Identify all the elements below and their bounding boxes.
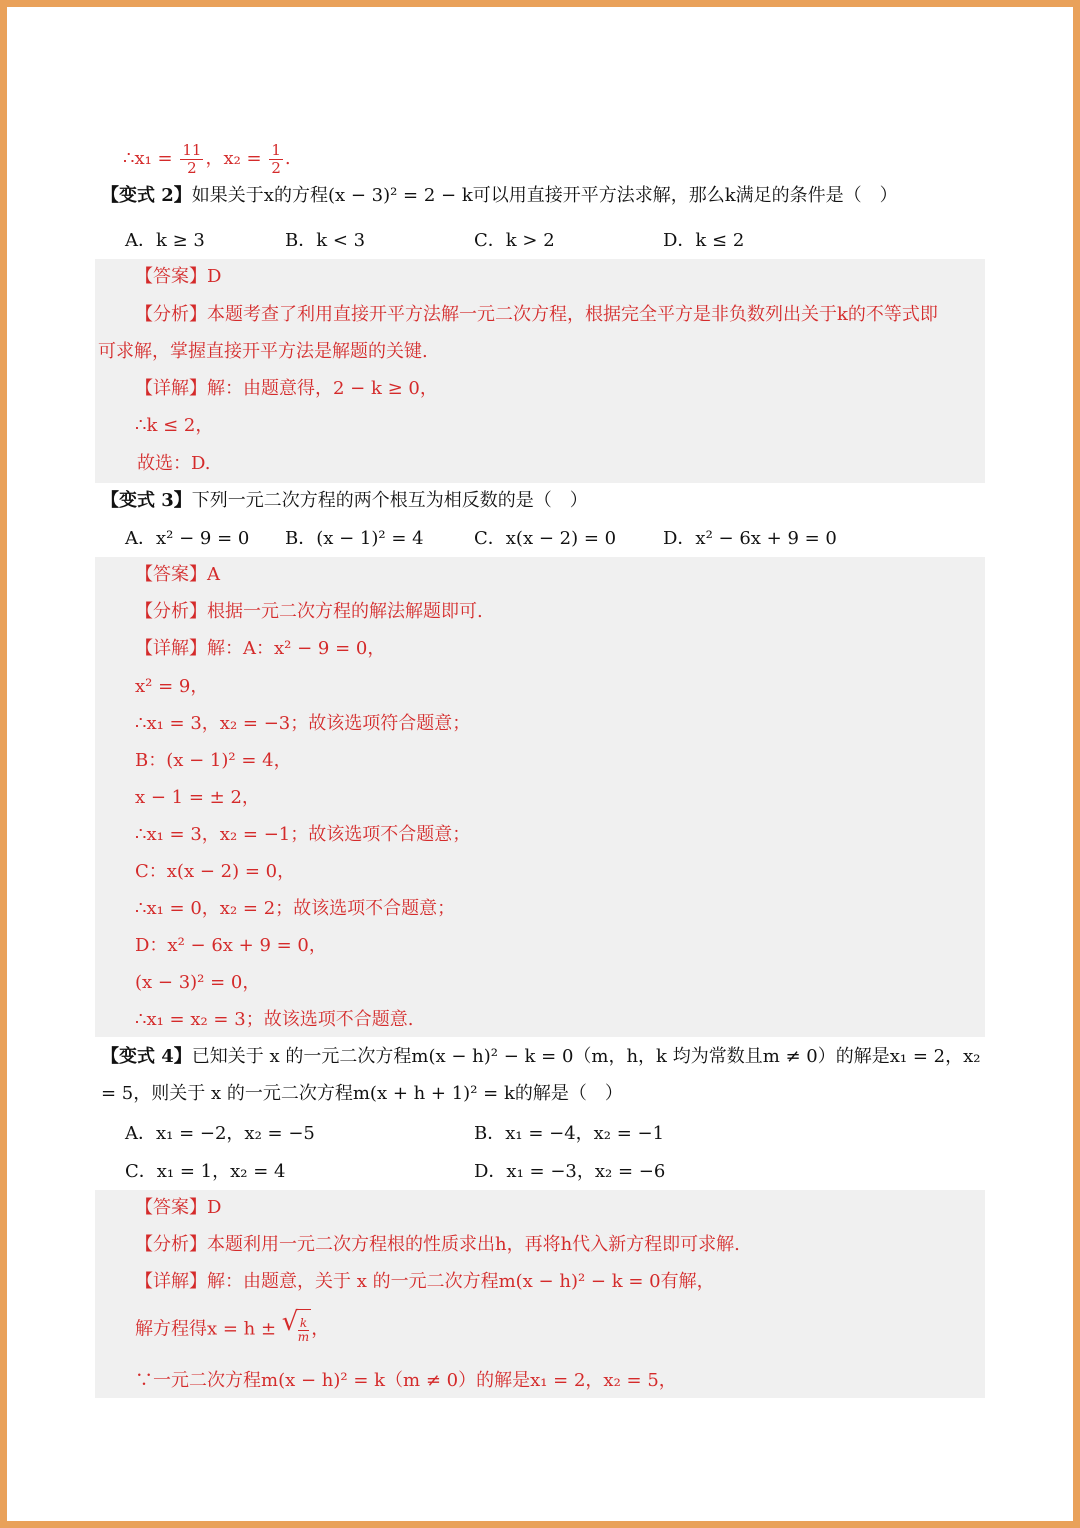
- option-a: A．x² − 9 = 0: [125, 528, 250, 549]
- fraction-k-over-m: [298, 1317, 309, 1344]
- option-d: D．k ≤ 2: [663, 230, 745, 251]
- analysis-line: 【分析】本题利用一元二次方程根的性质求出h，再将h代入新方程即可求解.: [135, 1234, 740, 1255]
- sqrt-expression: [282, 1309, 311, 1350]
- analysis-line-2: 可求解，掌握直接开平方法是解题的关键.: [98, 341, 428, 362]
- step-line: x − 1 = ± 2，: [135, 787, 260, 808]
- variant-2-question: [101, 184, 898, 208]
- option-c: C．x(x − 2) = 0: [474, 528, 617, 549]
- solution-suffix: ，: [311, 1318, 330, 1340]
- answer-line: 【答案】D: [135, 1197, 222, 1218]
- step-line: 【详解】解：A：x² − 9 = 0，: [135, 638, 386, 659]
- step-line: (x − 3)² = 0，: [135, 972, 261, 993]
- step-line: D：x² − 6x + 9 = 0，: [135, 935, 327, 956]
- detail-line-1: 【详解】解：由题意，关于 x 的一元二次方程m(x − h)² − k = 0有解，: [135, 1271, 715, 1292]
- option-b: B．(x − 1)² = 4: [285, 528, 424, 549]
- option-a: A．x₁ = −2，x₂ = −5: [125, 1123, 315, 1144]
- frac-num: 1: [271, 140, 281, 159]
- step-line: ∴x₁ = 3，x₂ = −1；故该选项不合题意；: [135, 824, 471, 845]
- option-d: D．x₁ = −3，x₂ = −6: [474, 1161, 666, 1182]
- variant-3-question: [101, 489, 588, 513]
- intro-mid: ，x₂ =: [205, 148, 268, 169]
- intro-suffix: .: [284, 148, 291, 169]
- analysis-line: 【分析】根据一元二次方程的解法解题即可.: [135, 601, 483, 622]
- variant-tag: 【变式 3】: [101, 490, 192, 511]
- solution-prefix: 解方程得x = h ±: [135, 1318, 282, 1340]
- step-line: ∴x₁ = 0，x₂ = 2；故该选项不合题意；: [135, 898, 456, 919]
- fraction-x1: [180, 142, 203, 177]
- analysis-line-1: 【分析】本题考查了利用直接开平方法解一元二次方程，根据完全平方是非负数列出关于k的不等式即: [135, 304, 938, 325]
- variant-4-question-line-1: [101, 1045, 980, 1069]
- intro-result-line: [123, 137, 291, 181]
- fraction-x2: [269, 142, 283, 177]
- intro-prefix: ∴x₁ =: [123, 148, 179, 169]
- document-page: [7, 7, 1073, 1521]
- question-text: 下列一元二次方程的两个根互为相反数的是（ ）: [191, 490, 588, 511]
- variant-tag: 【变式 2】: [101, 185, 192, 206]
- question-text: 已知关于 x 的一元二次方程m(x − h)² − k = 0（m，h，k 均为常数且m ≠ 0）的解是x₁ = 2，x₂: [191, 1046, 981, 1067]
- frac-num: k: [298, 1317, 309, 1331]
- step-line: ∴x₁ = 3，x₂ = −3；故该选项符合题意；: [135, 713, 471, 734]
- radical-sign: √: [281, 1307, 299, 1337]
- answer-line: 【答案】D: [135, 266, 222, 287]
- option-c: C．x₁ = 1，x₂ = 4: [125, 1161, 286, 1182]
- detail-line-3: 故选：D.: [137, 453, 211, 474]
- frac-den: m: [297, 1329, 310, 1344]
- frac-den: 2: [271, 158, 281, 177]
- option-d: D．x² − 6x + 9 = 0: [663, 528, 837, 549]
- frac-den: 2: [187, 158, 197, 177]
- step-line: ∴x₁ = x₂ = 3；故该选项不合题意.: [135, 1009, 414, 1030]
- detail-line-1: 【详解】解：由题意得，2 − k ≥ 0，: [135, 378, 438, 399]
- option-b: B．k < 3: [285, 230, 366, 251]
- answer-box-variant-2: [95, 259, 985, 483]
- question-text: 如果关于x的方程(x − 3)² = 2 − k可以用直接开平方法求解，那么k满足的条件是（ ）: [191, 185, 898, 206]
- detail-line-2: [135, 1309, 329, 1349]
- answer-box-variant-4: [95, 1190, 985, 1398]
- option-c: C．k > 2: [474, 230, 555, 251]
- step-line: x² = 9，: [135, 676, 209, 697]
- option-a: A．k ≥ 3: [125, 230, 205, 251]
- answer-line: 【答案】A: [135, 564, 220, 585]
- step-line: C：x(x − 2) = 0，: [135, 861, 296, 882]
- detail-line-2: ∴k ≤ 2，: [135, 415, 214, 436]
- detail-line-3: ∵一元二次方程m(x − h)² = k（m ≠ 0）的解是x₁ = 2，x₂ = 5，: [135, 1370, 677, 1391]
- frac-num: 11: [182, 140, 202, 159]
- step-line: B：(x − 1)² = 4，: [135, 750, 292, 771]
- option-b: B．x₁ = −4，x₂ = −1: [474, 1123, 665, 1144]
- variant-tag: 【变式 4】: [101, 1046, 192, 1067]
- variant-4-question-line-2: = 5，则关于 x 的一元二次方程m(x + h + 1)² = k的解是（ ）: [101, 1083, 623, 1104]
